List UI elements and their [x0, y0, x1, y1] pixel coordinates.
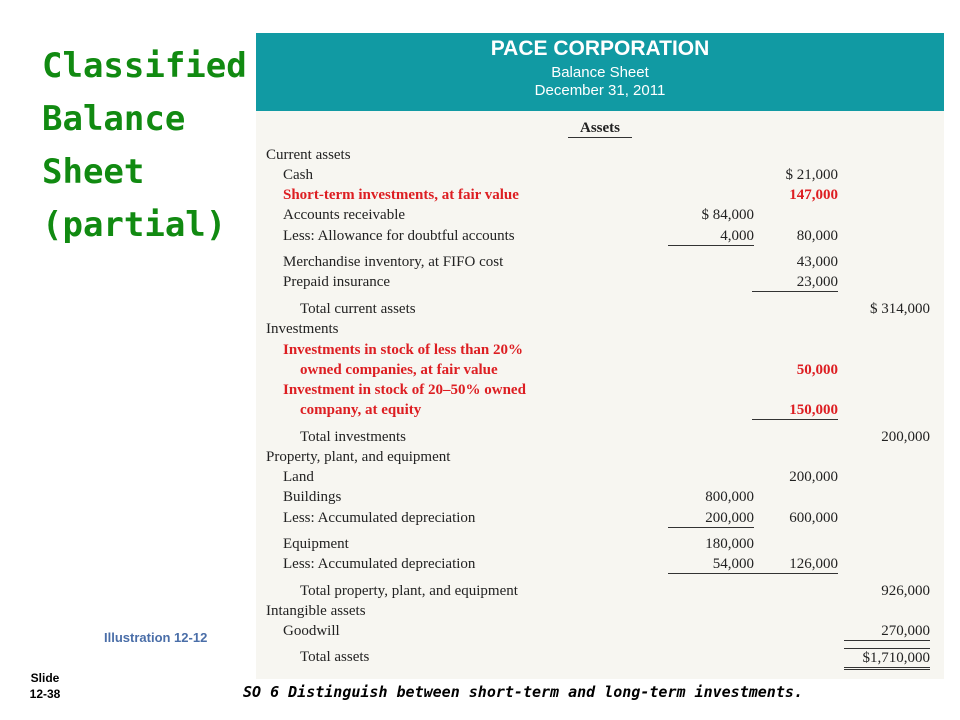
amount-column-2: 200,000: [789, 469, 838, 485]
amount-column-2: 600,000: [789, 510, 838, 526]
row-label: Investments in stock of less than 20%: [283, 342, 524, 358]
slide-title-line: (partial): [42, 205, 227, 245]
row-label: Short-term investments, at fair value: [283, 187, 519, 203]
row-label: Investment in stock of 20–50% owned: [283, 382, 526, 398]
row-label: Buildings: [283, 489, 342, 505]
row-label: Total current assets: [300, 301, 416, 317]
slide-number-value: 12-38: [29, 687, 61, 701]
balance-sheet-row: [256, 622, 944, 640]
slide-title-line: Sheet: [42, 152, 145, 192]
balance-sheet-row: [256, 448, 944, 466]
balance-sheet-row: [256, 428, 944, 446]
row-label: Investments: [266, 321, 339, 337]
balance-sheet-row: [256, 468, 944, 486]
amount-column-2: 23,000: [752, 273, 838, 292]
balance-sheet-row: [256, 535, 944, 553]
amount-column-3: 270,000: [844, 622, 930, 641]
amount-column-2: $ 21,000: [785, 167, 838, 183]
balance-sheet: [256, 33, 944, 679]
amount-column-2: 80,000: [796, 228, 838, 244]
balance-sheet-row: [256, 488, 944, 506]
amount-column-2: 43,000: [796, 254, 838, 270]
row-label: Less: Accumulated depreciation: [283, 510, 476, 526]
amount-column-1: 4,000: [668, 227, 754, 246]
amount-column-2: 126,000: [752, 555, 838, 574]
balance-sheet-row: [256, 648, 944, 666]
balance-sheet-row: [256, 186, 944, 204]
row-label: Cash: [283, 167, 313, 183]
balance-sheet-row: [256, 341, 944, 359]
balance-sheet-row: [256, 401, 944, 419]
balance-sheet-body: [256, 33, 944, 679]
row-label: Current assets: [266, 147, 351, 163]
amount-column-1: 800,000: [705, 489, 754, 505]
row-label: Goodwill: [283, 623, 340, 639]
balance-sheet-row: [256, 582, 944, 600]
amount-column-3: $1,710,000: [844, 648, 930, 670]
slide-number: [25, 670, 65, 702]
amount-column-1: $ 84,000: [701, 207, 754, 223]
balance-sheet-row: [256, 320, 944, 338]
balance-sheet-row: [256, 509, 944, 527]
amount-column-2: 147,000: [789, 187, 838, 203]
slide-title-line: Classified: [42, 46, 247, 86]
balance-sheet-row: [256, 227, 944, 245]
balance-sheet-row: [256, 361, 944, 379]
amount-column-1: 180,000: [705, 536, 754, 552]
row-label: owned companies, at fair value: [300, 362, 498, 378]
row-label: Land: [283, 469, 314, 485]
balance-sheet-row: [256, 602, 944, 620]
company-name: PACE CORPORATION: [490, 37, 710, 60]
illustration-caption: Illustration 12-12: [104, 630, 208, 645]
balance-sheet-row: [256, 273, 944, 291]
assets-heading: Assets: [568, 119, 632, 138]
row-label: Accounts receivable: [283, 207, 406, 223]
row-label: Total property, plant, and equipment: [300, 583, 518, 599]
balance-sheet-row: [256, 146, 944, 164]
statement-name: Balance Sheet: [551, 64, 649, 81]
balance-sheet-row: [256, 381, 944, 399]
row-label: Intangible assets: [266, 603, 366, 619]
balance-sheet-row: [256, 300, 944, 318]
amount-column-1: 54,000: [668, 555, 754, 574]
row-label: Prepaid insurance: [283, 274, 391, 290]
row-label: Less: Accumulated depreciation: [283, 556, 476, 572]
slide-title: [42, 40, 252, 252]
amount-column-1: 200,000: [668, 509, 754, 528]
row-label: Total assets: [300, 649, 370, 665]
row-label: Less: Allowance for doubtful accounts: [283, 228, 515, 244]
slide-label: Slide: [30, 671, 60, 685]
balance-sheet-row: [256, 206, 944, 224]
balance-sheet-row: [256, 166, 944, 184]
amount-column-3: $ 314,000: [870, 301, 930, 317]
amount-column-2: 150,000: [752, 401, 838, 420]
row-label: Total investments: [300, 429, 407, 445]
balance-sheet-row: [256, 253, 944, 271]
learning-objective-footer: SO 6 Distinguish between short-term and long-term investments.: [243, 683, 803, 701]
row-label: company, at equity: [300, 402, 422, 418]
amount-column-3: 200,000: [881, 429, 930, 445]
row-label: Equipment: [283, 536, 349, 552]
amount-column-3: 926,000: [881, 583, 930, 599]
slide-title-line: Balance: [42, 99, 186, 139]
balance-sheet-row: [256, 555, 944, 573]
statement-date: December 31, 2011: [534, 82, 666, 99]
row-label: Merchandise inventory, at FIFO cost: [283, 254, 504, 270]
row-label: Property, plant, and equipment: [266, 449, 451, 465]
amount-column-2: 50,000: [796, 362, 838, 378]
